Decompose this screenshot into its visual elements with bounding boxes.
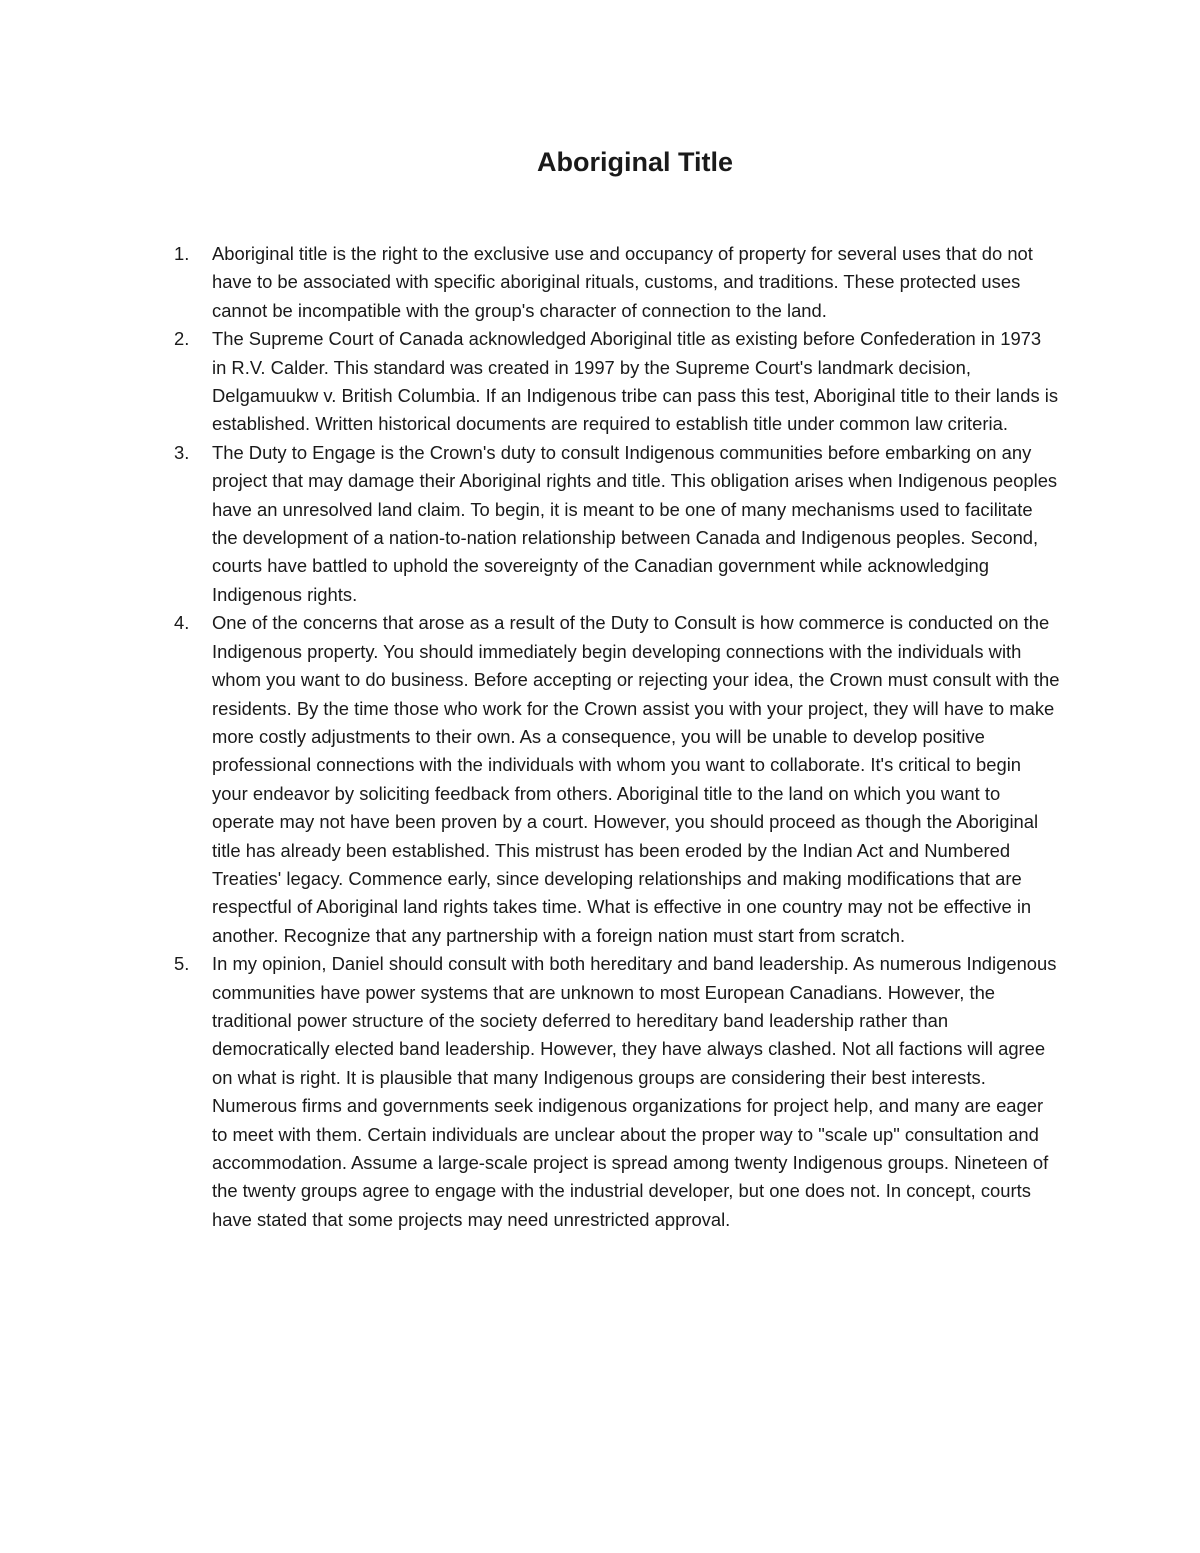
list-item (174, 609, 1060, 950)
list-item-number: 1. (174, 243, 190, 264)
list-item (174, 950, 1060, 1234)
document-title: Aboriginal Title (536, 147, 733, 177)
list-item-text: The Duty to Engage is the Crown's duty to consult Indigenous communities before embarking on any project that may damage their Aboriginal rights and title. This obligation arises when Indigenous peoples have an unresolved land claim. To begin, it is meant to be one of many mechanisms used to facilitate the development of a nation-to-nation relationship between Canada and Indigenous peoples. Second, courts have battled to uphold the sovereignty of the Canadian government while acknowledging Indigenous rights. (212, 441, 1058, 605)
list-item-number: 2. (174, 328, 190, 350)
list-item (174, 439, 1060, 609)
list-item-text: Aboriginal title is the right to the exclusive use and occupancy of property for several uses that do not have to be associated with specific aboriginal rituals, customs, and traditions. These protected uses cannot be incompatible with the group's character of connection to the land. (212, 243, 1033, 321)
list-item-text: In my opinion, Daniel should consult with both hereditary and band leadership. As numerous Indigenous communities have power systems that are unknown to most European Canadians. However, the traditional power structure of the society deferred to hereditary band leadership rather than democratically elected band leadership. However, they have always clashed. Not all factions will agree on what is right. It is plausible that many Indigenous groups are considering their best interests. Numerous firms and governments seek indigenous organizations for project help, and many are eager to meet with them. Certain individuals are unclear about the proper way to "scale up" consultation and accommodation. Assume a large-scale project is spread among twenty Indigenous groups. Nineteen of the twenty groups agree to engage with the industrial developer, but one does not. In concept, courts have stated that some projects may need unrestricted approval. (212, 953, 1057, 1230)
list-item (174, 325, 1060, 439)
list-item (174, 240, 1060, 325)
list-item-number: 4. (174, 612, 190, 634)
list-item-text: One of the concerns that arose as a result of the Duty to Consult is how commerce is conducted on the Indigenous property. You should immediately begin developing connections with the individuals with whom you want to do business. Before accepting or rejecting your idea, the Crown must consult with the residents. By the time those who work for the Crown assist you with your project, they will have to make more costly adjustments to their own. As a consequence, you will be unable to develop positive professional connections with the individuals with whom you want to collaborate. It's critical to begin your endeavor by soliciting feedback from others. Aboriginal title to the land on which you want to operate may not have been proven by a court. However, you should proceed as though the Aboriginal title has already been established. This mistrust has been eroded by the Indian Act and Numbered Treaties' legacy. Commence early, since developing relationships and making modifications that are respectful of Aboriginal land rights takes time. What is effective in one country may not be effective in another. Recognize that any partnership with a foreign nation must start from scratch. (212, 612, 1060, 946)
list-item-text: The Supreme Court of Canada acknowledged Aboriginal title as existing before Confederation in 1973 in R.V. Calder. This standard was created in 1997 by the Supreme Court's landmark decision, Delgamuukw v. British Columbia. If an Indigenous tribe can pass this test, Aboriginal title to their lands is established. Written historical documents are required to establish title under common law criteria. (212, 328, 1059, 435)
numbered-list (174, 240, 1060, 1234)
list-item-number: 5. (174, 953, 190, 975)
list-item-number: 3. (174, 441, 190, 463)
